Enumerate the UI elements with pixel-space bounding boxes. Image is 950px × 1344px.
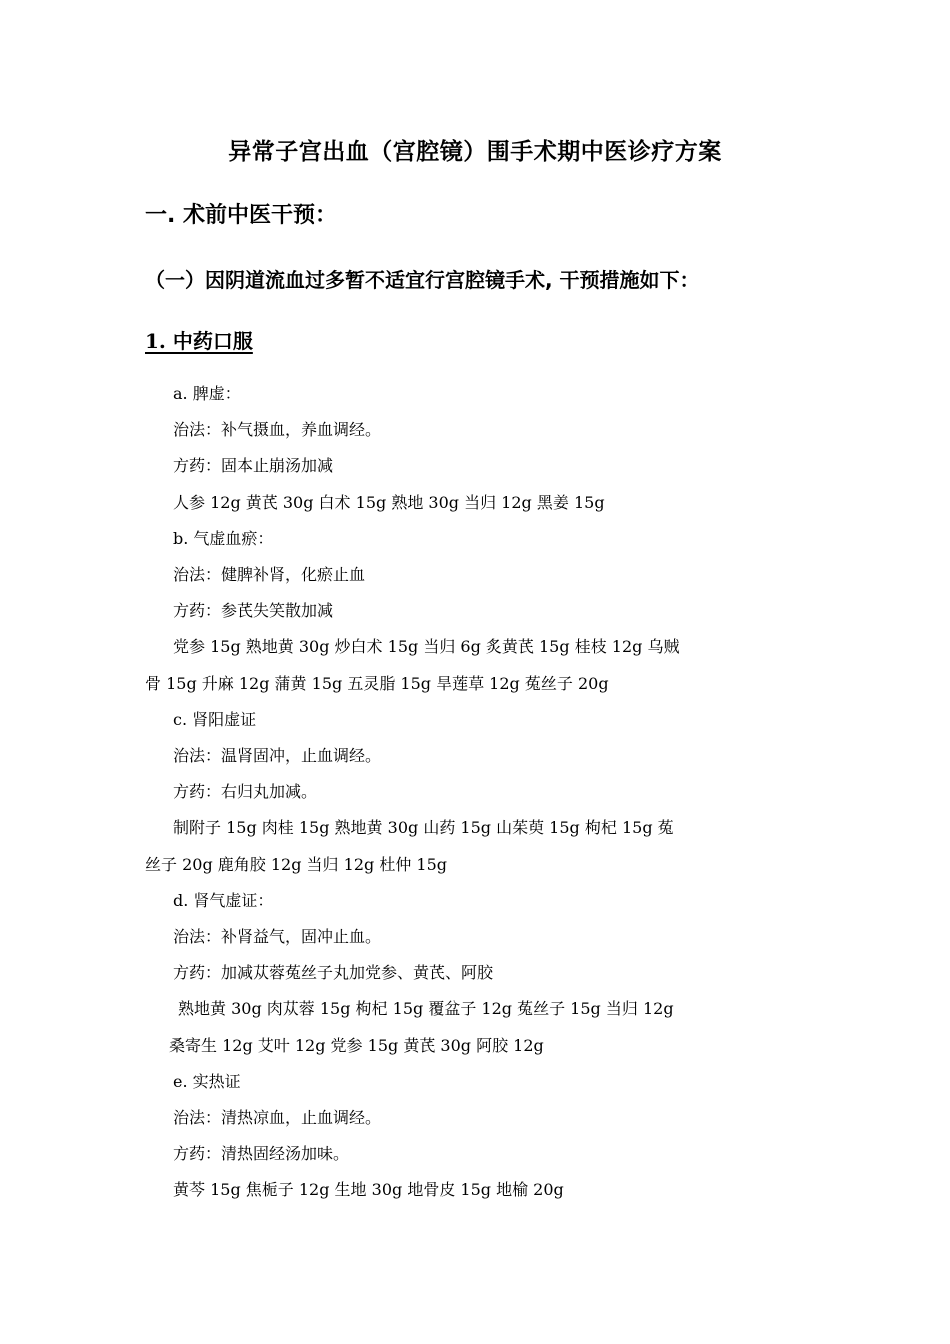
herb-list: 熟地黄 30g 肉苁蓉 15g 枸杞 15g 覆盆子 12g 菟丝子 15g 当归 12g	[178, 999, 674, 1019]
prescription: 方药：加减苁蓉菟丝子丸加党参、黄芪、阿胶	[173, 963, 494, 983]
document-body	[145, 376, 810, 1209]
treatment-method: 治法：补肾益气，固冲止血。	[173, 927, 382, 947]
pattern-heading-qi-stasis: b. 气虚血瘀：	[173, 528, 274, 548]
herb-list: 人参 12g 黄芪 30g 白术 15g 熟地 30g 当归 12g 黑姜 15g	[173, 492, 605, 512]
herb-list: 党参 15g 熟地黄 30g 炒白术 15g 当归 6g 炙黄芪 15g 桂枝 12g 乌贼	[173, 637, 680, 657]
pattern-heading-excess-heat: e. 实热证	[173, 1071, 241, 1091]
treatment-method: 治法：温肾固冲，止血调经。	[173, 746, 382, 766]
item-heading-oral-medicine: 1. 中药口服	[145, 329, 253, 353]
section-heading-preop: 一. 术前中医干预：	[145, 203, 338, 228]
prescription: 方药：右归丸加减。	[173, 782, 318, 802]
pattern-heading-kidney-yang: c. 肾阳虚证	[173, 709, 257, 729]
treatment-method: 治法：清热凉血，止血调经。	[173, 1108, 382, 1128]
herb-list-continued: 桑寄生 12g 艾叶 12g 党参 15g 黄芪 30g 阿胶 12g	[169, 1035, 544, 1055]
prescription: 方药：清热固经汤加味。	[173, 1144, 350, 1164]
herb-list: 制附子 15g 肉桂 15g 熟地黄 30g 山药 15g 山茱萸 15g 枸杞 15g 菟	[173, 818, 674, 838]
pattern-heading-kidney-qi: d. 肾气虚证：	[173, 890, 274, 910]
pattern-heading-spleen: a. 脾虚：	[173, 384, 241, 403]
prescription: 方药：参芪失笑散加减	[173, 601, 334, 621]
treatment-method: 治法：健脾补肾，化瘀止血	[173, 565, 366, 585]
subsection-heading-bleeding: （一）因阴道流血过多暂不适宜行宫腔镜手术, 干预措施如下：	[145, 268, 700, 292]
herb-list-continued: 丝子 20g 鹿角胶 12g 当归 12g 杜仲 15g	[145, 854, 448, 874]
document-title: 异常子宫出血（宫腔镜）围手术期中医诊疗方案	[228, 139, 722, 165]
prescription: 方药：固本止崩汤加减	[173, 456, 334, 476]
treatment-method: 治法：补气摄血，养血调经。	[173, 420, 382, 440]
herb-list-continued: 骨 15g 升麻 12g 蒲黄 15g 五灵脂 15g 旱莲草 12g 菟丝子 20g	[145, 673, 609, 693]
herb-list: 黄芩 15g 焦栀子 12g 生地 30g 地骨皮 15g 地榆 20g	[173, 1180, 564, 1200]
